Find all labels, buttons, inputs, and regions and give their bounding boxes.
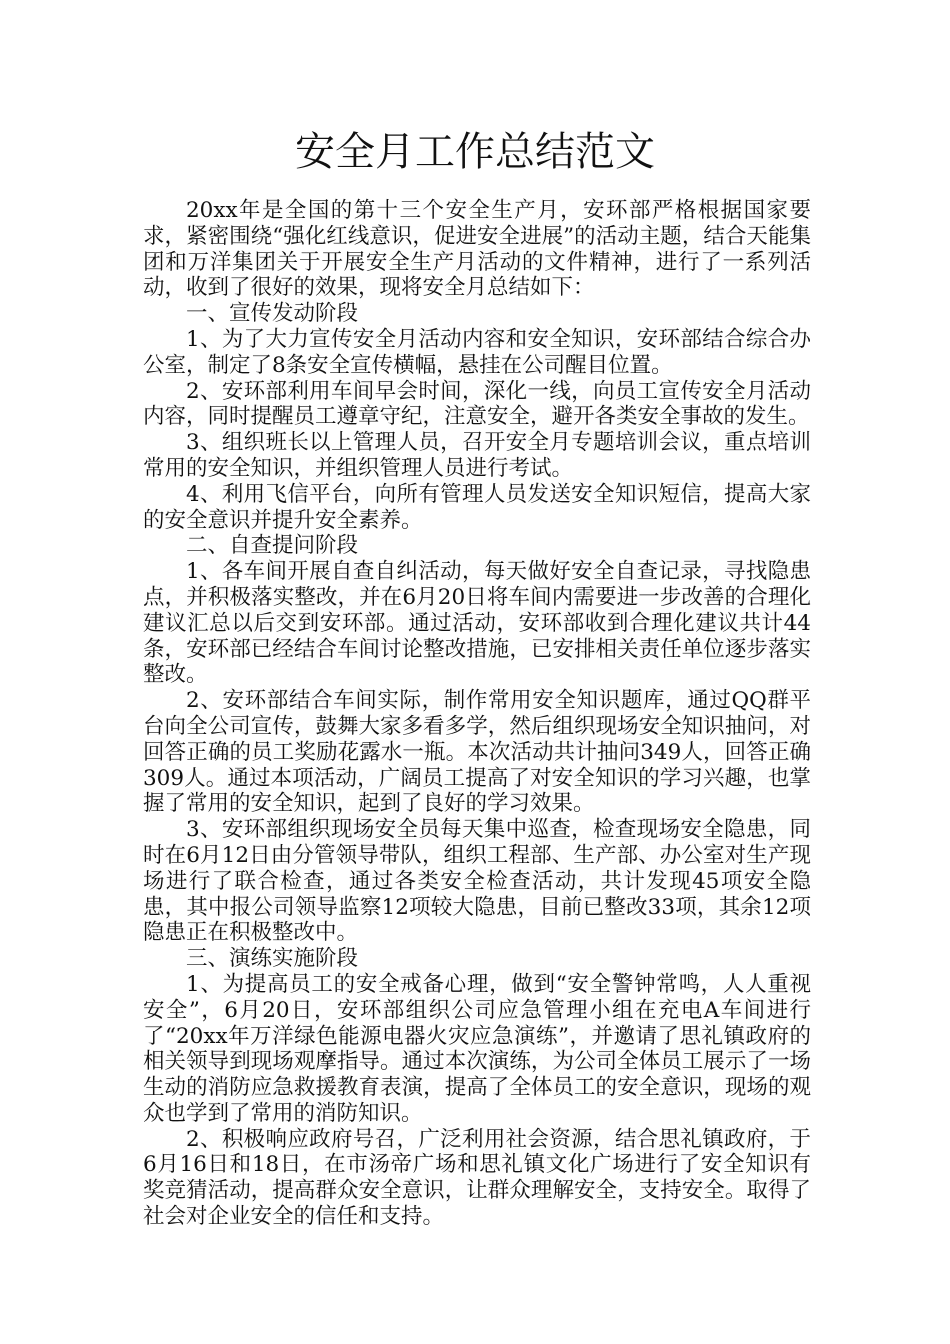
document-title: 安全月工作总结范文	[295, 129, 655, 175]
intro-paragraph: 20xx年是全国的第十三个安全生产月，安环部严格根据国家要求，紧密围绕“强化红线意识，促进安全进展”的活动主题，结合天能集团和万洋集团关于开展安全生产月活动的文件精神，进行了一系列活动，收到了很好的效果，现将安全月总结如下：	[143, 198, 811, 301]
section-heading-self-check: 二、自查提问阶段	[186, 533, 359, 559]
section-heading-publicity: 一、宣传发动阶段	[186, 301, 359, 327]
paragraph-publicity-3: 3、组织班长以上管理人员，召开安全月专题培训会议，重点培训常用的安全知识，并组织管理人员进行考试。	[143, 430, 811, 481]
paragraph-publicity-4: 4、利用飞信平台，向所有管理人员发送安全知识短信，提高大家的安全意识并提升安全素养。	[143, 481, 811, 533]
document-body	[143, 198, 811, 1230]
paragraph-self-check-2: 2、安环部结合车间实际，制作常用安全知识题库，通过QQ群平台向全公司宣传，鼓舞大家多看多学，然后组织现场安全知识抽问，对回答正确的员工奖励花露水一瓶。本次活动共计抽问349人，回答正确309人。通过本项活动，广阔员工提高了对安全知识的学习兴趣，也掌握了常用的安全知识，起到了良好的学习效果。	[143, 688, 811, 817]
paragraph-publicity-2: 2、安环部利用车间早会时间，深化一线，向员工宣传安全月活动内容，同时提醒员工遵章守纪，注意安全，避开各类安全事故的发生。	[143, 378, 811, 430]
paragraph-self-check-3: 3、安环部组织现场安全员每天集中巡查，检查现场安全隐患，同时在6月12日由分管领导带队，组织工程部、生产部、办公室对生产现场进行了联合检查，通过各类安全检查活动，共计发现45项安全隐患，其中报公司领导监察12项较大隐患，目前已整改33项，其余12项隐患正在积极整改中。	[143, 817, 811, 946]
paragraph-drill-2: 2、积极响应政府号召，广泛利用社会资源，结合思礼镇政府，于6月16日和18日，在市汤帝广场和思礼镇文化广场进行了安全知识有奖竞猜活动，提高群众安全意识，让群众理解安全，支持安全。取得了社会对企业安全的信任和支持。	[143, 1126, 811, 1230]
paragraph-drill-1: 1、为提高员工的安全戒备心理，做到“安全警钟常鸣，人人重视安全”，6月20日，安环部组织公司应急管理小组在充电A车间进行了“20xx年万洋绿色能源电器火灾应急演练”，并邀请了思礼镇政府的相关领导到现场观摩指导。通过本次演练，为公司全体员工展示了一场生动的消防应急救援教育表演，提高了全体员工的安全意识，现场的观众也学到了常用的消防知识。	[143, 971, 811, 1126]
section-heading-drill: 三、演练实施阶段	[186, 946, 359, 972]
paragraph-self-check-1: 1、各车间开展自查自纠活动，每天做好安全自查记录，寻找隐患点，并积极落实整改，并在6月20日将车间内需要进一步改善的合理化建议汇总以后交到安环部。通过活动，安环部收到合理化建议共计44条，安环部已经结合车间讨论整改措施，已安排相关责任单位逐步落实整改。	[143, 559, 811, 688]
paragraph-publicity-1: 1、为了大力宣传安全月活动内容和安全知识，安环部结合综合办公室，制定了8条安全宣传横幅，悬挂在公司醒目位置。	[143, 326, 811, 378]
